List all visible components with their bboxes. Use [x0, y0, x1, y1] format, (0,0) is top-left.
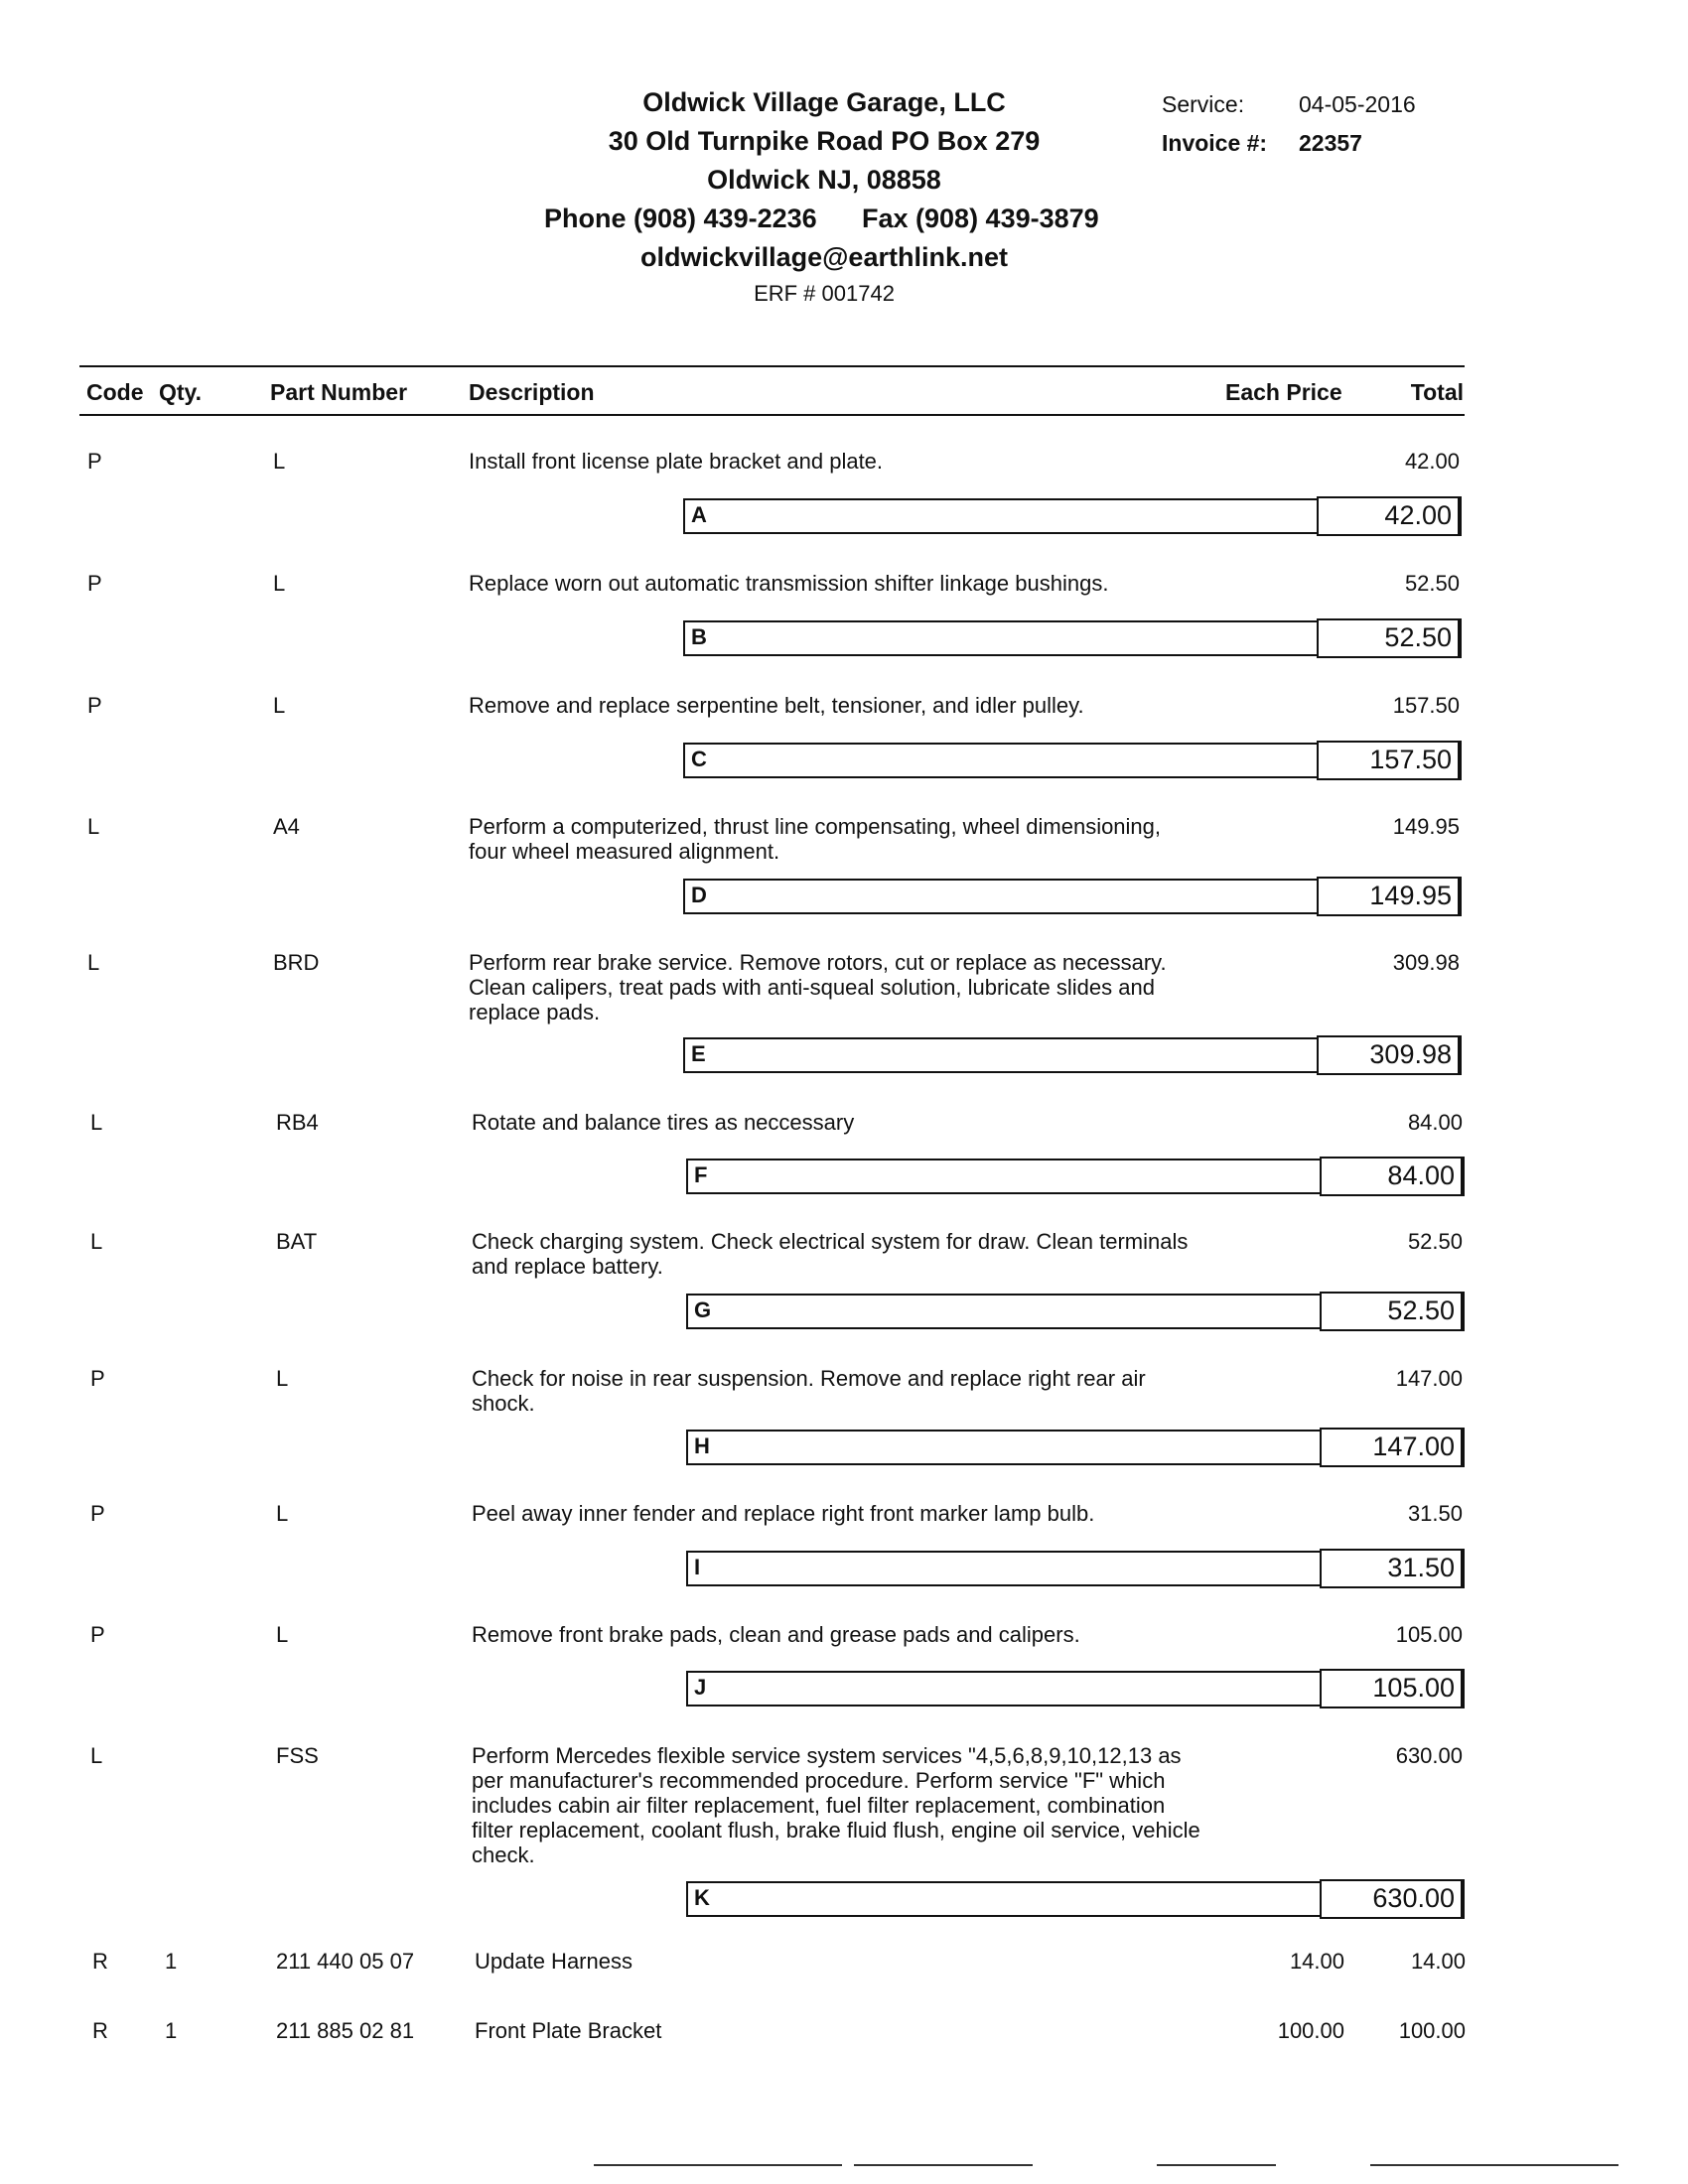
item-code-box	[686, 1294, 1322, 1329]
item-code: P	[90, 1501, 105, 1526]
item-code: L	[87, 814, 100, 839]
item-code-box	[683, 498, 1319, 534]
part-description: Front Plate Bracket	[475, 2018, 662, 2043]
item-code-box	[686, 1671, 1322, 1706]
item-code-box	[683, 620, 1319, 656]
col-each-price: Each Price	[1225, 379, 1342, 405]
col-code: Code	[86, 379, 144, 405]
item-code: P	[90, 1366, 105, 1391]
invoice-number: 22357	[1299, 130, 1362, 156]
item-box-letter: D	[691, 883, 707, 907]
item-box-letter: A	[691, 502, 707, 527]
item-total: 105.00	[1395, 1622, 1463, 1647]
item-total: 42.00	[1404, 449, 1460, 474]
item-description: Perform Mercedes flexible service system services "4,5,6,8,9,10,12,13 as per manufacturer's recommended procedure. Perform service "F" which includes cabin air filter replacement, fuel filter replacement, combination filter replacement, coolant flush, brake fluid flush, engine oil service, vehicle check.	[472, 1743, 1200, 1867]
item-boxed-total: 52.50	[1320, 1292, 1465, 1331]
item-part-number: L	[273, 693, 286, 718]
company-phone: Phone (908) 439-2236	[544, 204, 817, 233]
scan-artifact	[1157, 2164, 1276, 2166]
item-code-box	[683, 879, 1319, 914]
part-number: 211 440 05 07	[276, 1949, 415, 1974]
item-description: Perform rear brake service. Remove rotors, cut or replace as necessary. Clean calipers, treat pads with anti-squeal solution, lubricate slides and replace pads.	[469, 950, 1167, 1024]
item-part-number: L	[273, 449, 286, 474]
item-code: P	[87, 449, 102, 474]
item-description: Remove and replace serpentine belt, tensioner, and idler pulley.	[469, 693, 1084, 718]
item-total: 157.50	[1392, 693, 1460, 718]
service-label: Service:	[1162, 91, 1245, 117]
item-total: 52.50	[1404, 571, 1460, 596]
item-code: L	[87, 950, 100, 975]
item-part-number: RB4	[276, 1110, 319, 1135]
item-boxed-total: 105.00	[1320, 1669, 1465, 1708]
item-description: Remove front brake pads, clean and grease pads and calipers.	[472, 1622, 1080, 1647]
scan-artifact	[1370, 2164, 1618, 2166]
company-fax: Fax (908) 439-3879	[862, 204, 1099, 233]
part-description: Update Harness	[475, 1949, 633, 1974]
col-part-number: Part Number	[270, 379, 408, 405]
item-description: Check for noise in rear suspension. Remove and replace right rear air shock.	[472, 1366, 1146, 1416]
item-code: P	[87, 571, 102, 596]
item-box-letter: J	[694, 1675, 707, 1700]
item-code-box	[686, 1159, 1322, 1194]
item-box-letter: G	[694, 1297, 712, 1322]
part-total: 100.00	[1398, 2018, 1466, 2043]
part-code: R	[92, 1949, 108, 1974]
item-part-number: L	[276, 1501, 289, 1526]
part-total: 14.00	[1410, 1949, 1466, 1974]
item-part-number: L	[273, 571, 286, 596]
part-qty: 1	[165, 2018, 178, 2043]
item-boxed-total: 149.95	[1317, 877, 1462, 916]
item-total: 52.50	[1407, 1229, 1463, 1254]
item-total: 84.00	[1407, 1110, 1463, 1135]
table-header-rule	[79, 414, 1465, 416]
item-code-box	[686, 1551, 1322, 1586]
item-total: 147.00	[1395, 1366, 1463, 1391]
item-part-number: BAT	[276, 1229, 318, 1254]
part-code: R	[92, 2018, 108, 2043]
company-address-line1: 30 Old Turnpike Road PO Box 279	[608, 126, 1041, 156]
item-box-letter: E	[691, 1041, 706, 1066]
item-boxed-total: 157.50	[1317, 741, 1462, 780]
item-box-letter: B	[691, 624, 707, 649]
item-part-number: BRD	[273, 950, 320, 975]
service-date: 04-05-2016	[1299, 91, 1416, 117]
col-qty: Qty.	[159, 379, 203, 405]
item-box-letter: I	[694, 1555, 701, 1579]
item-total: 309.98	[1392, 950, 1460, 975]
item-part-number: L	[276, 1366, 289, 1391]
part-each-price: 100.00	[1277, 2018, 1344, 2043]
col-total: Total	[1410, 379, 1464, 405]
invoice-label: Invoice #:	[1162, 130, 1268, 156]
item-boxed-total: 52.50	[1317, 618, 1462, 658]
company-name: Oldwick Village Garage, LLC	[642, 87, 1006, 117]
item-part-number: L	[276, 1622, 289, 1647]
item-description: Install front license plate bracket and plate.	[469, 449, 884, 474]
item-box-letter: F	[694, 1162, 708, 1187]
scan-artifact	[594, 2164, 842, 2166]
item-boxed-total: 31.50	[1320, 1549, 1465, 1588]
part-each-price: 14.00	[1289, 1949, 1344, 1974]
company-email: oldwickvillage@earthlink.net	[640, 242, 1008, 272]
item-description: Rotate and balance tires as neccessary	[472, 1110, 855, 1135]
item-description: Perform a computerized, thrust line compensating, wheel dimensioning, four wheel measured alignment.	[469, 814, 1162, 864]
item-total: 149.95	[1392, 814, 1460, 839]
item-total: 31.50	[1407, 1501, 1463, 1526]
scan-artifact	[854, 2164, 1033, 2166]
item-code: P	[87, 693, 102, 718]
item-code: L	[90, 1229, 103, 1254]
item-part-number: FSS	[276, 1743, 319, 1768]
item-boxed-total: 84.00	[1320, 1157, 1465, 1196]
item-code: P	[90, 1622, 105, 1647]
item-code-box	[686, 1430, 1322, 1465]
item-code-box	[683, 743, 1319, 778]
item-description: Replace worn out automatic transmission shifter linkage bushings.	[469, 571, 1109, 596]
item-code: L	[90, 1743, 103, 1768]
item-box-letter: C	[691, 747, 707, 771]
item-description: Peel away inner fender and replace right front marker lamp bulb.	[472, 1501, 1095, 1526]
company-address-line2: Oldwick NJ, 08858	[707, 165, 941, 195]
item-box-letter: H	[694, 1433, 710, 1458]
item-code-box	[686, 1881, 1322, 1917]
item-description: Check charging system. Check electrical system for draw. Clean terminals and replace battery.	[472, 1229, 1189, 1279]
item-box-letter: K	[694, 1885, 710, 1910]
part-qty: 1	[165, 1949, 178, 1974]
item-boxed-total: 42.00	[1317, 496, 1462, 536]
item-part-number: A4	[273, 814, 300, 839]
part-number: 211 885 02 81	[276, 2018, 415, 2043]
item-code-box	[683, 1037, 1319, 1073]
item-boxed-total: 630.00	[1320, 1879, 1465, 1919]
item-total: 630.00	[1395, 1743, 1463, 1768]
item-boxed-total: 309.98	[1317, 1035, 1462, 1075]
erf-number: ERF # 001742	[754, 281, 895, 306]
item-boxed-total: 147.00	[1320, 1428, 1465, 1467]
table-top-rule	[79, 365, 1465, 367]
item-code: L	[90, 1110, 103, 1135]
col-description: Description	[469, 379, 595, 405]
